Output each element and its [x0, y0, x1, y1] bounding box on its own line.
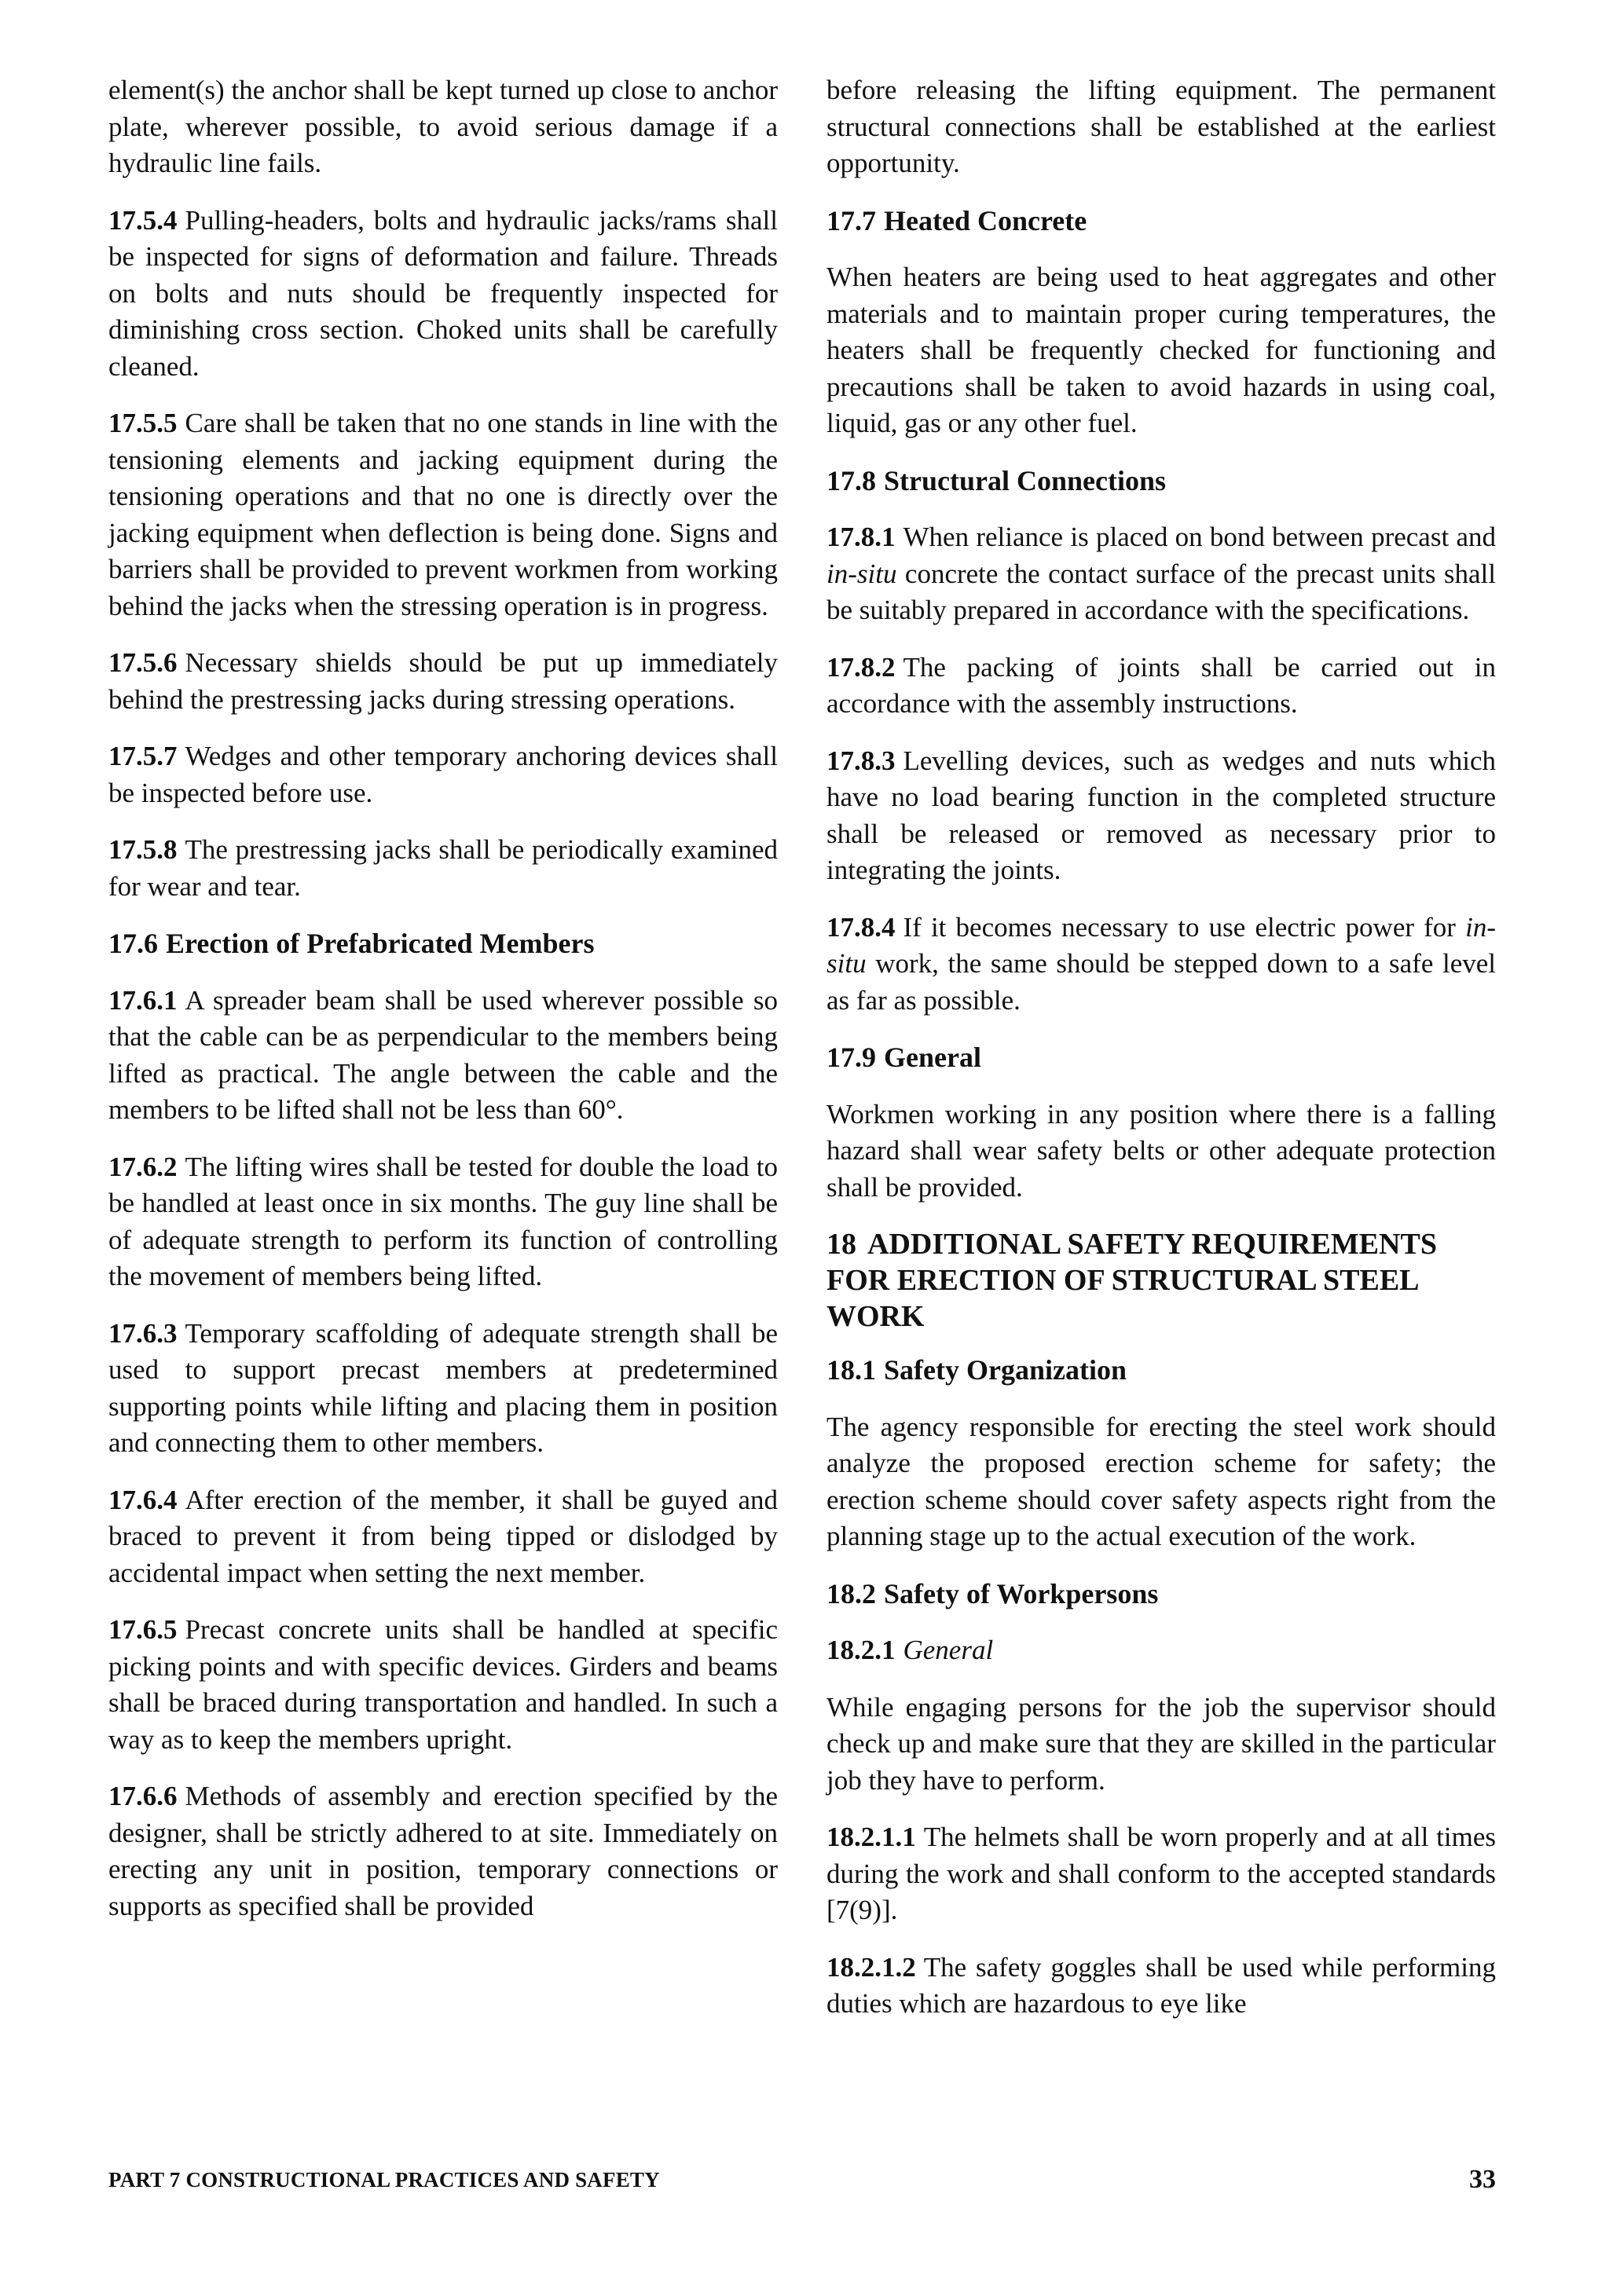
clause-number: 17.8.3: [826, 745, 896, 776]
clause-17-5-7: [108, 738, 778, 811]
clause-18-2-1-2: [826, 1950, 1496, 2023]
heading-18: [826, 1226, 1496, 1335]
clause-text-a: When reliance is placed on bond between precast and: [903, 522, 1496, 552]
clause-number: 17.5.6: [108, 647, 178, 678]
clause-17-6-2: [108, 1149, 778, 1295]
heading-17-7: [826, 203, 1496, 240]
heading-18-1: [826, 1352, 1496, 1389]
right-column: [826, 72, 1496, 2043]
section-title: General: [884, 1042, 981, 1073]
heading-18-2-1: [826, 1632, 1496, 1669]
clause-number: 17.5.5: [108, 408, 178, 438]
clause-17-8-4: [826, 910, 1496, 1020]
clause-17-8-2: [826, 650, 1496, 723]
footer-part-title: PART 7 CONSTRUCTIONAL PRACTICES AND SAFETY: [108, 2168, 660, 2192]
clause-text: Temporary scaffolding of adequate strength shall be used to support precast members at predetermined supporting points while lifting and placing them in position and connecting them to other members.: [108, 1317, 778, 1458]
clause-text: A spreader beam shall be used wherever possible so that the cable can be as perpendicular to the members being lifted as practical. The angle between the cable and the members to be lifted shall not be less than 60°.: [108, 984, 778, 1125]
heading-18-2: [826, 1576, 1496, 1613]
section-number: 18.2.1: [826, 1635, 896, 1665]
clause-text-b: work, the same should be stepped down to a safe level as far as possible.: [826, 948, 1496, 1016]
section-number: 17.6: [108, 928, 158, 959]
paragraph-18-1: The agency responsible for erecting the steel work should analyze the proposed erection scheme for safety; the erection scheme should cover safety aspects right from the planning stage up to the actual execution of the work.: [826, 1411, 1496, 1551]
clause-17-6-5: [108, 1612, 778, 1758]
clause-number: 17.8.4: [826, 911, 896, 943]
section-number: 18: [826, 1228, 856, 1261]
clause-number: 17.5.4: [108, 204, 178, 236]
section-title: Safety of Workpersons: [884, 1577, 1159, 1609]
clause-17-6-3: [108, 1316, 778, 1462]
section-number: 17.9: [826, 1042, 876, 1073]
paragraph-continuation: before releasing the lifting equipment. The permanent structural connections shall be established at the earliest opportunity.: [826, 75, 1496, 178]
paragraph-17-9: Workmen working in any position where there is a falling hazard shall wear safety belts or other adequate protection shall be provided.: [826, 1098, 1496, 1203]
heading-17-9: [826, 1039, 1496, 1076]
clause-number: 18.2.1.2: [826, 1951, 916, 1983]
clause-number: 17.8.2: [826, 651, 896, 683]
clause-text: Wedges and other temporary anchoring devices shall be inspected before use.: [108, 741, 778, 808]
clause-text: The packing of joints shall be carried out in accordance with the assembly instructions.: [826, 651, 1496, 719]
clause-17-8-3: [826, 743, 1496, 889]
paragraph-18-2-1: While engaging persons for the job the supervisor should check up and make sure that they are skilled in the particular job they have to perform.: [826, 1691, 1496, 1796]
clause-text: The safety goggles shall be used while performing duties which are hazardous to eye like: [826, 1951, 1496, 2019]
section-title: Structural Connections: [884, 464, 1166, 496]
clause-17-6-6: [108, 1778, 778, 1924]
clause-number: 17.5.8: [108, 834, 178, 865]
page-footer: [108, 2165, 1496, 2199]
clause-text: Pulling-headers, bolts and hydraulic jacks/rams shall be inspected for signs of deformation and failure. Threads on bolts and nuts should be frequently inspected for diminishing cross section. Choked units shall be carefully cleaned.: [108, 204, 778, 382]
clause-17-6-4: [108, 1482, 778, 1592]
section-number: 18.2: [826, 1577, 876, 1609]
section-number: 17.8: [826, 464, 876, 496]
heading-17-8: [826, 463, 1496, 500]
left-column: [108, 72, 778, 1945]
section-number: 18.1: [826, 1354, 876, 1386]
clause-number: 17.8.1: [826, 522, 896, 552]
clause-number: 17.5.7: [108, 741, 178, 771]
clause-text: Levelling devices, such as wedges and nuts which have no load bearing function in the completed structure shall be released or removed as necessary prior to integrating the joints.: [826, 745, 1496, 885]
clause-text: Methods of assembly and erection specified by the designer, shall be strictly adhered to at site. Immediately on erecting any unit in position, temporary connections or supports as specified shall be provided: [108, 1781, 778, 1921]
paragraph-continuation: element(s) the anchor shall be kept turned up close to anchor plate, wherever possible, to avoid serious damage if a hydraulic line fails.: [108, 75, 778, 178]
clause-18-2-1-1: [826, 1819, 1496, 1929]
clause-17-5-4: [108, 203, 778, 386]
clause-text-b: concrete the contact surface of the precast units shall be suitably prepared in accordance with the specifications.: [826, 558, 1497, 625]
clause-text: After erection of the member, it shall be guyed and braced to prevent it from being tipped or dislodged by accidental impact when setting the next member.: [108, 1484, 778, 1588]
clause-text: The lifting wires shall be tested for double the load to be handled at least once in six months. The guy line shall be of adequate strength to perform its function of controlling the movement of members being lifted.: [108, 1151, 778, 1291]
clause-17-8-1: [826, 519, 1496, 629]
clause-number: 17.6.6: [108, 1781, 178, 1811]
clause-italic: in-situ: [826, 558, 897, 589]
section-title: Erection of Prefabricated Members: [166, 928, 595, 959]
heading-17-6: [108, 925, 778, 962]
clause-number: 17.6.4: [108, 1484, 178, 1515]
section-title: ADDITIONAL SAFETY REQUIREMENTS FOR ERECTION OF STRUCTURAL STEEL WORK: [826, 1228, 1437, 1333]
clause-17-5-8: [108, 832, 778, 905]
clause-text: The helmets shall be worn properly and at all times during the work and shall conform to the accepted standards [7(9)].: [826, 1822, 1496, 1925]
clause-text: The prestressing jacks shall be periodically examined for wear and tear.: [108, 834, 778, 902]
clause-17-5-5: [108, 405, 778, 624]
clause-number: 18.2.1.1: [826, 1822, 916, 1852]
section-title: Safety Organization: [884, 1354, 1127, 1386]
section-title: General: [903, 1635, 994, 1665]
page-number: 33: [1469, 2165, 1496, 2194]
clause-17-6-1: [108, 983, 778, 1129]
clause-italic: in-situ: [826, 911, 1496, 979]
section-title: Heated Concrete: [884, 204, 1087, 236]
section-number: 17.7: [826, 204, 876, 236]
clause-number: 17.6.1: [108, 984, 178, 1016]
clause-text: Care shall be taken that no one stands in line with the tensioning elements and jacking equipment during the tensioning operations and that no one is directly over the jacking equipment when deflection is being done. Signs and barriers shall be provided to prevent workmen from working behind the jacks when the stressing operation is in progress.: [108, 408, 778, 621]
clause-number: 17.6.5: [108, 1614, 178, 1645]
clause-text: Precast concrete units shall be handled at specific picking points and with specific devices. Girders and beams shall be braced during transportation and handled. In such a way as to keep the members upright.: [108, 1614, 778, 1755]
clause-number: 17.6.2: [108, 1151, 178, 1182]
clause-text: Necessary shields should be put up immediately behind the prestressing jacks during stressing operations.: [108, 647, 778, 715]
paragraph-17-7: When heaters are being used to heat aggregates and other materials and to maintain proper curing temperatures, the heaters shall be frequently checked for functioning and precautions shall be taken to avoid hazards in using coal, liquid, gas or any other fuel.: [826, 262, 1496, 438]
clause-text-a: If it becomes necessary to use electric power for: [903, 911, 1456, 943]
clause-17-5-6: [108, 645, 778, 718]
clause-number: 17.6.3: [108, 1317, 178, 1349]
